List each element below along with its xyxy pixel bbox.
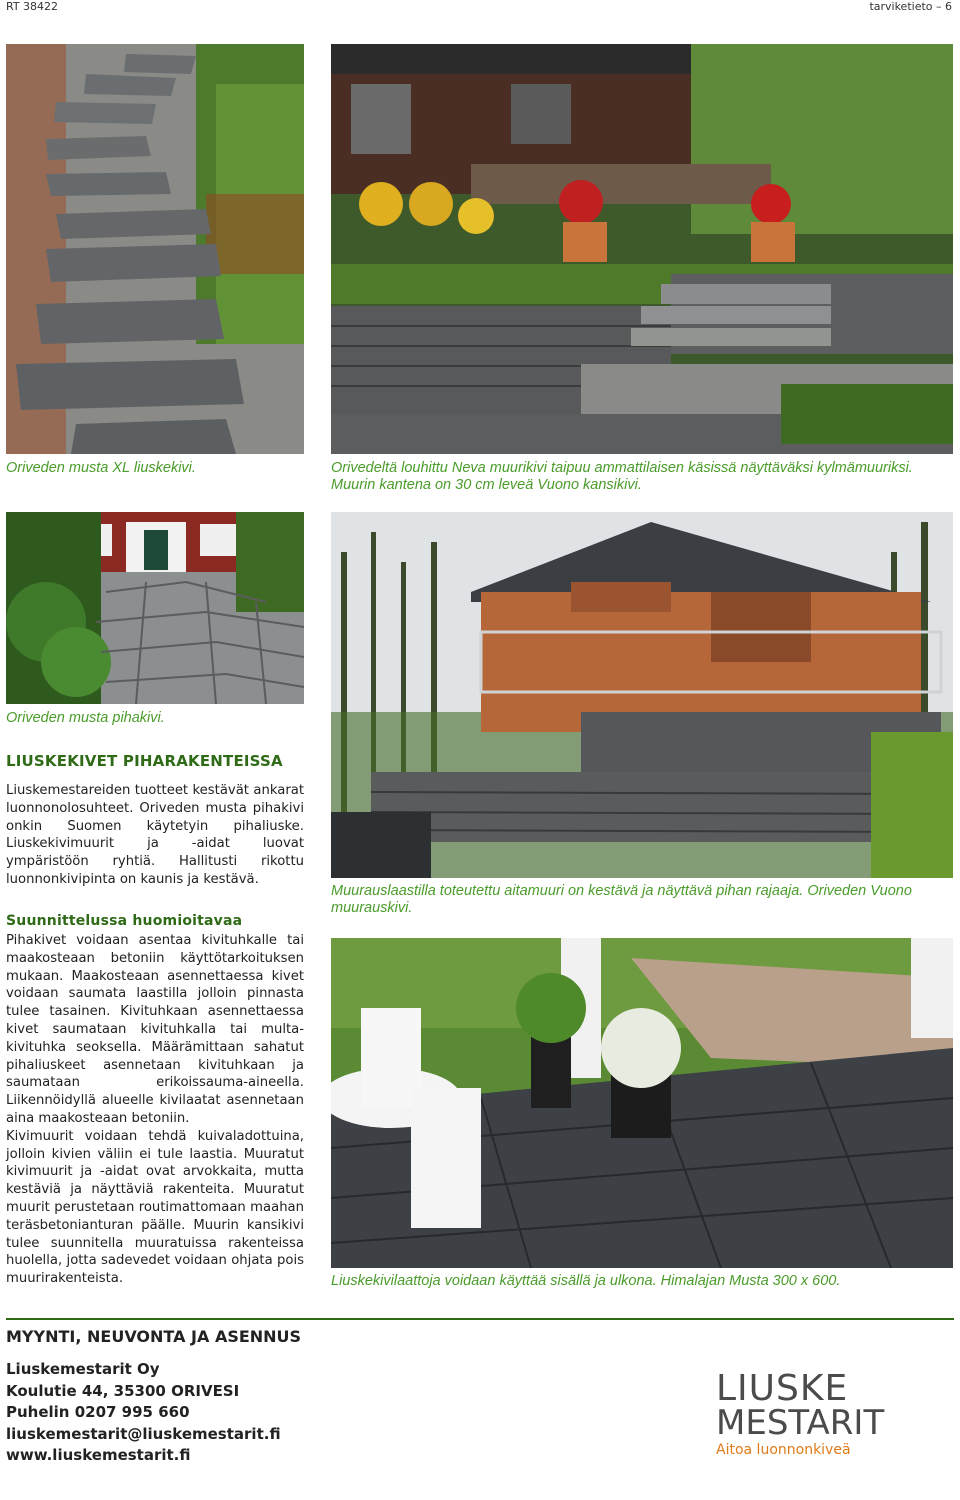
logo-tagline: Aitoa luonnonkiveä bbox=[716, 1442, 851, 1458]
photo-stone-wall-steps bbox=[331, 44, 953, 454]
sales-heading: MYYNTI, NEUVONTA JA ASENNUS bbox=[6, 1327, 302, 1346]
page-label: tarviketieto – 6 bbox=[869, 0, 952, 13]
logo-line2: MESTARIT bbox=[716, 1403, 885, 1443]
article-intro bbox=[6, 782, 304, 889]
email-link[interactable]: liuskemestarit@liuskemestarit.fi bbox=[6, 1424, 281, 1443]
photo-house-wall bbox=[331, 512, 953, 878]
contact-block bbox=[6, 1359, 281, 1467]
address: Koulutie 44, 35300 ORIVESI bbox=[6, 1381, 240, 1400]
company-name: Liuskemestarit Oy bbox=[6, 1360, 160, 1378]
company-logo bbox=[716, 1368, 896, 1472]
caption-xl-slate: Oriveden musta XL liuskekivi. bbox=[6, 460, 196, 476]
footer-divider bbox=[6, 1318, 954, 1320]
photo-terrace-tiles bbox=[331, 938, 953, 1268]
phone: Puhelin 0207 995 660 bbox=[6, 1403, 190, 1421]
photo-courtyard-paving bbox=[6, 512, 304, 704]
document-id: RT 38422 bbox=[6, 0, 59, 13]
caption-garden-wall: Muurauslaastilla toteutettu aitamuuri on kestävä ja näyttävä pihan rajaaja. Oriveden Vuono muurauskivi. bbox=[331, 883, 912, 916]
paragraph-walls: Kivimuurit voidaan tehdä kuivaladottuina, jolloin kivien väliin ei tule laastia. Muuratut kivimuurit ja -aidat ovat arvokkaita, mutta kestäviä ja näyttäviä rakenteita. Muuratut muurit perustetaan routimattomaan maahan teräsbetonianturan päälle. Muurin kansikivi tulee suunnitella muuratuissa rakenteissa huolella, jotta sadevedet voidaan ohjata pois muurirakenteista. bbox=[6, 1128, 304, 1287]
paragraph-installation: Pihakivet voidaan asentaa kivituhkalle tai maakosteaan betoniin käyttötarkoituksen mukaan. Maakosteaan asennettaessa kivet voidaan saumata laastilla jolloin pinnasta tulee tasainen. Kivituhkaan asennettaessa kivet saumataan kivituhkalla tai multa-kivituhka seoksella. Määrämittaan sahatut pihaliuskeet asennetaan kivituhkaan ja saumataan erikoissauma-aineella. Liikennöidyllä alueelle kivilaatat asennetaan aina maakosteaan betoniin. bbox=[6, 933, 304, 1126]
website-link[interactable]: www.liuskemestarit.fi bbox=[6, 1446, 191, 1464]
caption-tiles: Liuskekivilaattoja voidaan käyttää sisällä ja ulkona. Himalajan Musta 300 x 600. bbox=[331, 1273, 841, 1289]
intro-paragraph: Liuskemestareiden tuotteet kestävät ankarat luonnonolosuhteet. Oriveden musta pihakivi onkin Suomen käytetyin pihaliuske. Liuskekivimuurit ja -aidat luovat ympäristöön ryhtiä. Hallitusti rikottu luonnonkivipinta on kaunis ja kestävä. bbox=[6, 783, 304, 887]
planning-subheading: Suunnittelussa huomioitavaa bbox=[6, 913, 243, 929]
article-body bbox=[6, 932, 304, 1288]
article-title: LIUSKEKIVET PIHARAKENTEISSA bbox=[6, 752, 283, 770]
logo-line1: LIUSKE bbox=[716, 1368, 849, 1409]
photo-stone-path bbox=[6, 44, 304, 454]
caption-yard-stone: Oriveden musta pihakivi. bbox=[6, 710, 165, 726]
caption-neva-wall: Orivedeltä louhittu Neva muurikivi taipuu ammattilaisen käsissä näyttäväksi kylmämuuriksi. Muurin kantena on 30 cm leveä Vuono kansikivi. bbox=[331, 460, 913, 493]
